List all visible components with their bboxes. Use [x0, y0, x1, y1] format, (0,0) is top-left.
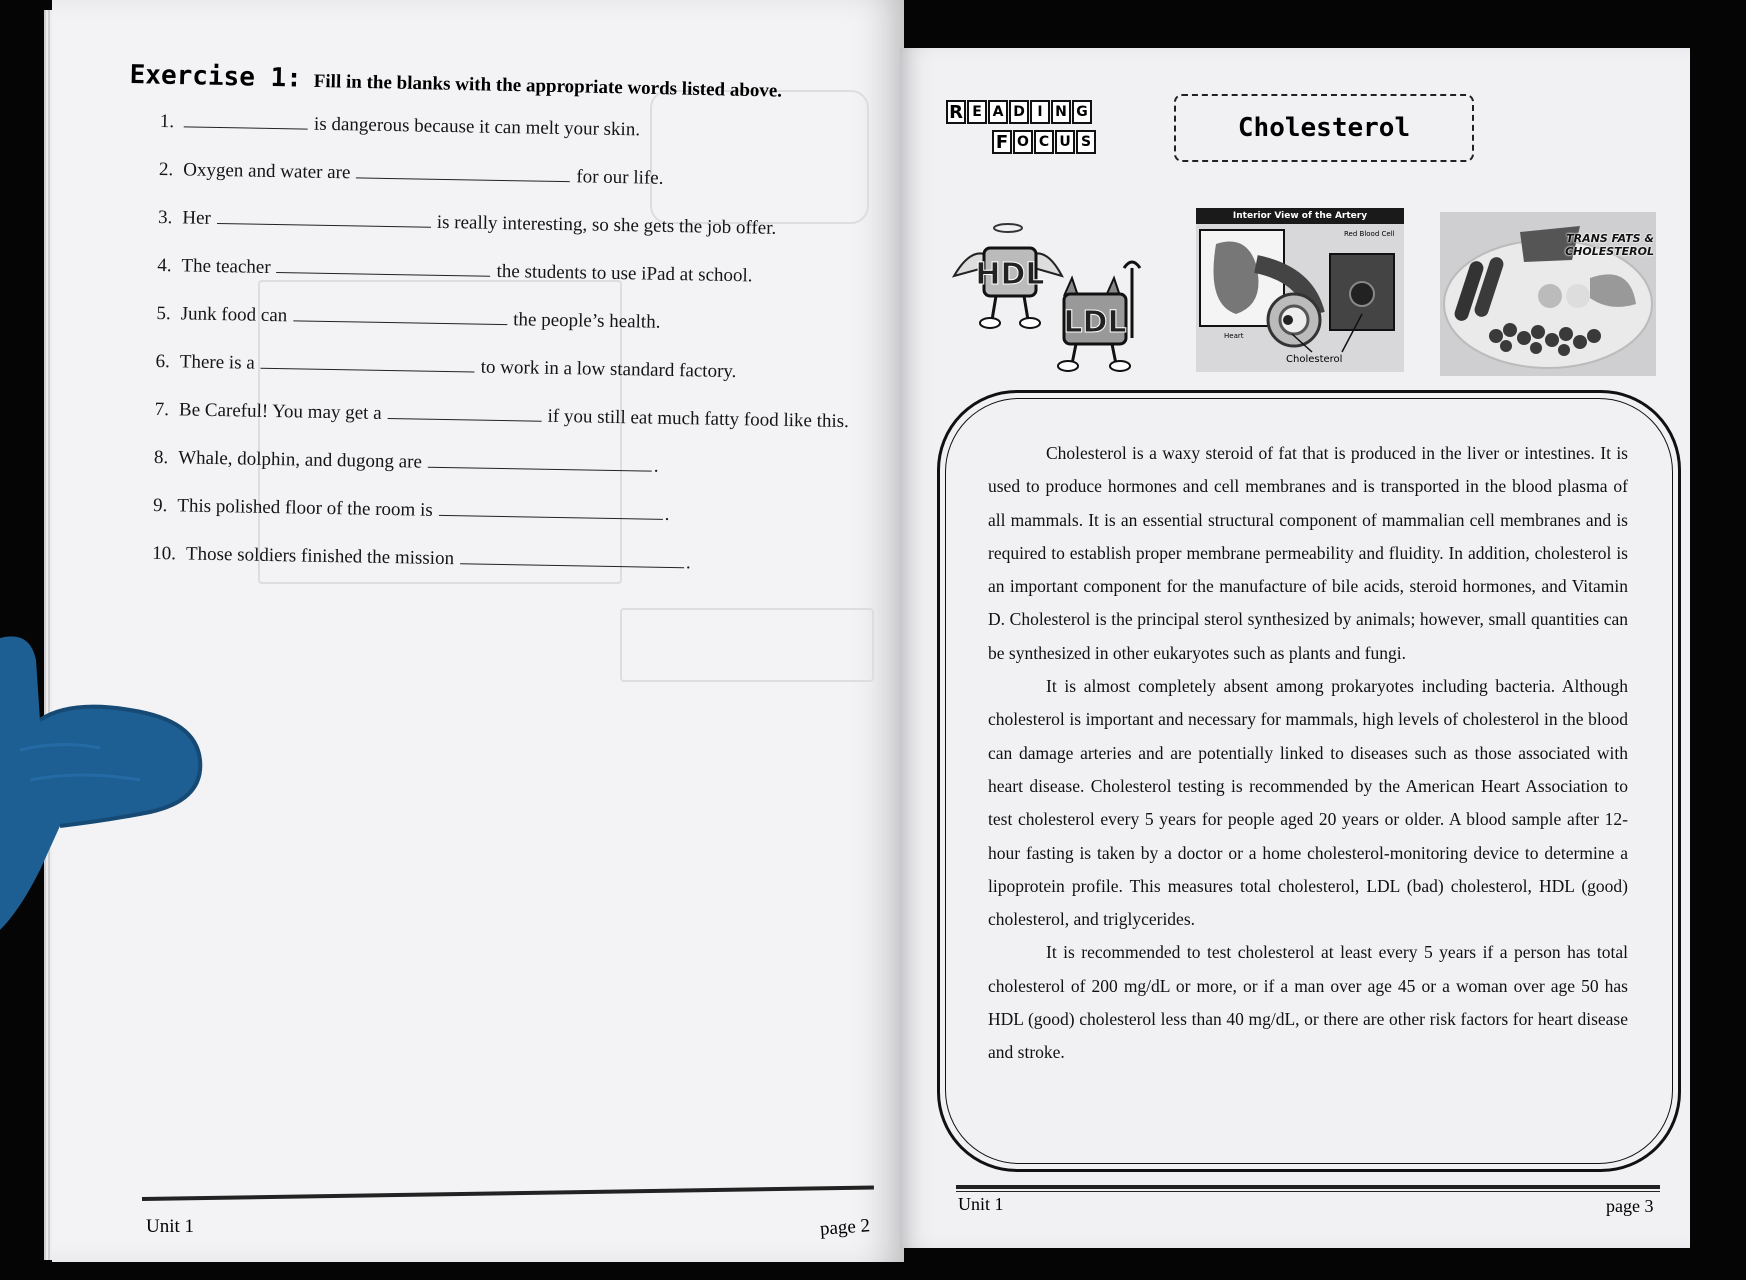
- exercise-item-text-before: Be Careful! You may get a: [178, 399, 382, 424]
- exercise-item-number: 9.: [152, 494, 168, 517]
- exercise-item-text-before: This polished floor of the room is: [177, 495, 433, 521]
- answer-blank[interactable]: [460, 547, 684, 568]
- answer-blank[interactable]: [184, 110, 308, 129]
- trans-fats-food-photo: [1440, 212, 1656, 376]
- exercise-item-text-before: The teacher: [181, 255, 271, 278]
- exercise-item-text-before: There is a: [179, 351, 255, 374]
- answer-blank[interactable]: [439, 499, 663, 520]
- right-footer-rule-thin: [956, 1191, 1660, 1192]
- reading-focus-letter: F: [992, 130, 1012, 154]
- answer-blank[interactable]: [261, 352, 475, 373]
- exercise-item-text-after: the people’s health.: [513, 309, 661, 333]
- exercise-item-text-after: .: [653, 455, 659, 477]
- artery-rbc-label: Red Blood Cell: [1344, 230, 1395, 238]
- reading-focus-word-reading: [946, 100, 1096, 124]
- exercise-title: Exercise 1:: [129, 60, 303, 94]
- exercise-item-text-before: Oxygen and water are: [183, 159, 351, 184]
- exercise-item-text-after: .: [685, 552, 691, 574]
- exercise-item-text-before: Those soldiers finished the mission: [185, 543, 455, 570]
- artery-heart-label: Heart: [1224, 332, 1244, 340]
- answer-blank[interactable]: [217, 207, 431, 228]
- answer-blank[interactable]: [388, 402, 542, 422]
- right-footer-rule: [956, 1185, 1660, 1189]
- answer-blank[interactable]: [356, 161, 570, 182]
- exercise-item-text-after: .: [664, 503, 670, 525]
- answer-blank[interactable]: [428, 451, 652, 472]
- reading-focus-word-focus: [992, 130, 1096, 154]
- reading-focus-letter: D: [1009, 100, 1029, 124]
- exercise-item-number: 6.: [155, 350, 171, 373]
- exercise-item-number: 3.: [157, 206, 173, 229]
- exercise-item-number: 1.: [159, 110, 175, 133]
- exercise-item-text-before: Whale, dolphin, and dugong are: [177, 447, 423, 473]
- show-through-heading: [620, 608, 874, 682]
- exercise-item-text-after: for our life.: [576, 166, 664, 189]
- hdl-ldl-illustration: [946, 208, 1156, 373]
- ldl-text: LDL: [1063, 305, 1127, 340]
- exercise-instruction: Fill in the blanks with the appropriate words listed above.: [313, 70, 783, 102]
- blue-glove-thumb: [0, 630, 210, 950]
- reading-title: Cholesterol: [1174, 94, 1474, 162]
- exercise-item-text-before: Her: [182, 207, 212, 229]
- reading-focus-letter: S: [1076, 130, 1096, 154]
- reading-passage: [988, 437, 1628, 1070]
- reading-focus-letter: E: [967, 100, 987, 124]
- exercise-item-number: 7.: [154, 398, 170, 421]
- hdl-ldl-cartoon: [946, 208, 1156, 373]
- artery-diagram-title: Interior View of the Artery: [1196, 208, 1404, 224]
- artery-diagram: [1196, 208, 1404, 372]
- reading-paragraph: It is almost completely absent among prokaryotes including bacteria. Although cholesterol is important and necessary for mammals, high levels of cholesterol in the blood can damage arteries and are potentially linked to diseases such as those associated with heart disease. Cholesterol testing is recommended by the American Heart Association to test cholesterol every 5 years for people aged 20 years or older. A blood sample after 12-hour fasting is taken by a doctor or a home cholesterol-monitoring device to determine a lipoprotein profile. This measures total cholesterol, LDL (bad) cholesterol, HDL (good) cholesterol, and triglycerides.: [988, 676, 1628, 930]
- exercise-item-text-after: is really interesting, so she gets the job offer.: [436, 211, 777, 239]
- reading-paragraph: Cholesterol is a waxy steroid of fat that is produced in the liver or intestines. It is used to produce hormones and cell membranes and is transported in the blood plasma of all mammals. It is an essential structural component of mammalian cell membranes and is required to establish proper membrane permeability and fluidity. In addition, cholesterol is an important component for the manufacture of bile acids, steroid hormones, and Vitamin D. Cholesterol is the principal sterol synthesized by animals; however, small quantities can be synthesized in other eukaryotes such as plants and fungi.: [988, 443, 1628, 663]
- reading-focus-logo: [946, 100, 1096, 160]
- hdl-text: HDL: [975, 257, 1045, 292]
- exercise-item-text-after: the students to use iPad at school.: [496, 260, 753, 287]
- reading-paragraph: It is recommended to test cholesterol at least every 5 years if a person has total cholesterol of 200 mg/dL or more, or if a man over age 45 or a woman over age 50 has HDL (good) cholesterol less than 40 mg/dL, or there are other risk factors for heart disease and stroke.: [988, 942, 1628, 1063]
- exercise-item-number: 10.: [152, 542, 177, 565]
- right-footer-unit: Unit 1: [958, 1194, 1004, 1214]
- reading-focus-letter: G: [1072, 100, 1092, 124]
- right-footer-page: page 3: [1606, 1196, 1654, 1216]
- reading-focus-letter: C: [1034, 130, 1054, 154]
- reading-focus-letter: N: [1051, 100, 1071, 124]
- answer-blank[interactable]: [293, 304, 507, 325]
- left-footer-page: page 2: [819, 1215, 871, 1240]
- exercise-item-number: 5.: [156, 302, 171, 325]
- left-footer-unit: Unit 1: [146, 1216, 195, 1237]
- exercise-item-number: 4.: [157, 254, 172, 277]
- exercise-item-text-after: if you still eat much fatty food like this.: [547, 405, 850, 433]
- reading-focus-letter: R: [946, 100, 966, 124]
- reading-focus-letter: A: [988, 100, 1008, 124]
- exercise-item-text-before: Junk food can: [180, 303, 288, 327]
- exercise-item-number: 2.: [158, 158, 174, 181]
- reading-focus-letter: O: [1013, 130, 1033, 154]
- artery-cholesterol-label: Cholesterol: [1286, 354, 1343, 365]
- exercise-item-number: 8.: [153, 446, 169, 469]
- exercise-item-text-after: to work in a low standard factory.: [480, 356, 737, 383]
- exercise-item-text-after: is dangerous because it can melt your skin.: [313, 113, 641, 141]
- artery-illustration: [1196, 224, 1404, 372]
- exercise-list: [152, 110, 900, 603]
- trans-fats-label: TRANS FATS & CHOLESTEROL: [1565, 232, 1654, 258]
- reading-focus-letter: I: [1030, 100, 1050, 124]
- reading-focus-letter: U: [1055, 130, 1075, 154]
- answer-blank[interactable]: [277, 256, 491, 277]
